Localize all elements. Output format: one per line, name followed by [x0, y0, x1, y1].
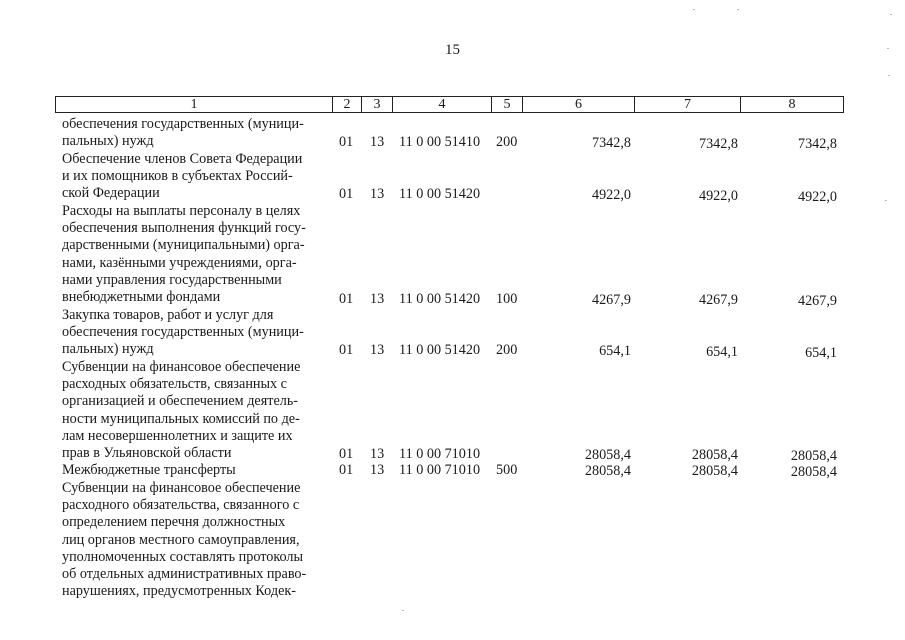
- subsection-code: 13: [370, 446, 385, 462]
- amount-col-7: 28058,4: [691, 463, 738, 479]
- amount-col-6: 28058,4: [584, 447, 631, 463]
- subsection-code: 13: [370, 186, 385, 202]
- scan-speck: [885, 200, 887, 201]
- amount-col-8: 28058,4: [790, 448, 837, 464]
- scan-speck: [888, 75, 890, 76]
- subsection-code: 13: [370, 342, 385, 358]
- amount-col-6: 4922,0: [591, 187, 631, 203]
- amount-col-7: 4267,9: [698, 292, 738, 308]
- header-cell-1: 1: [55, 96, 333, 113]
- row-description: Обеспечение членов Совета Федерации и их помощников в субъектах Россий- ской Федерации: [62, 151, 303, 202]
- amount-col-8: 7342,8: [797, 136, 837, 152]
- row-description: обеспечения государственных (муници- пальных) нужд: [62, 116, 304, 150]
- section-code: 01: [339, 291, 354, 307]
- amount-col-8: 4267,9: [797, 293, 837, 309]
- row-description: Расходы на выплаты персоналу в целях обеспечения выполнения функций госу- дарственными (муниципальными) орга- нами, казёнными учреждениями, орга- нами управления государственными внебюджетными фондами: [62, 203, 306, 306]
- amount-col-6: 28058,4: [584, 463, 631, 479]
- scan-speck: [737, 9, 739, 10]
- header-cell-2: 2: [332, 96, 362, 113]
- target-article-code: 11 0 00 51420: [399, 342, 481, 358]
- expense-type-code: 200: [496, 342, 518, 358]
- page-number: 15: [445, 42, 460, 58]
- expense-type-code: 200: [496, 134, 518, 150]
- amount-col-8: 654,1: [805, 345, 837, 361]
- target-article-code: 11 0 00 51420: [399, 291, 481, 307]
- amount-col-7: 4922,0: [698, 188, 738, 204]
- amount-col-6: 654,1: [599, 343, 631, 359]
- amount-col-6: 7342,8: [591, 135, 631, 151]
- target-article-code: 11 0 00 51410: [399, 134, 481, 150]
- header-cell-7: 7: [634, 96, 741, 113]
- header-cell-4: 4: [392, 96, 492, 113]
- row-description: Субвенции на финансовое обеспечение расходных обязательств, связанных с организацией и обеспечением деятель- ности муниципальных комиссий по де- лам несовершеннолетних и защите их прав в Ульяновской области: [62, 359, 301, 462]
- row-description: Субвенции на финансовое обеспечение расходного обязательства, связанного с определением перечня должностных лиц органов местного самоуправления, уполномоченных составлять протоколы об отдельных административных право- нарушениях, предусмотренных Кодек-: [62, 480, 307, 600]
- section-code: 01: [339, 462, 354, 478]
- subsection-code: 13: [370, 462, 385, 478]
- amount-col-8: 4922,0: [797, 189, 837, 205]
- row-description: Закупка товаров, работ и услуг для обеспечения государственных (муници- пальных) нужд: [62, 307, 304, 358]
- scan-speck: [887, 48, 889, 49]
- scan-speck: [693, 9, 695, 10]
- header-cell-8: 8: [740, 96, 844, 113]
- section-code: 01: [339, 342, 354, 358]
- target-article-code: 11 0 00 51420: [399, 186, 481, 202]
- subsection-code: 13: [370, 291, 385, 307]
- section-code: 01: [339, 134, 354, 150]
- scan-speck: [890, 14, 892, 15]
- amount-col-7: 28058,4: [691, 447, 738, 463]
- amount-col-6: 4267,9: [591, 292, 631, 308]
- amount-col-7: 7342,8: [698, 136, 738, 152]
- scan-speck: [402, 610, 404, 611]
- section-code: 01: [339, 186, 354, 202]
- target-article-code: 11 0 00 71010: [399, 446, 481, 462]
- header-cell-3: 3: [361, 96, 393, 113]
- header-cell-5: 5: [491, 96, 523, 113]
- expense-type-code: 100: [496, 291, 518, 307]
- row-description: Межбюджетные трансферты: [62, 462, 236, 478]
- subsection-code: 13: [370, 134, 385, 150]
- section-code: 01: [339, 446, 354, 462]
- amount-col-8: 28058,4: [790, 464, 837, 480]
- expense-type-code: 500: [496, 462, 518, 478]
- target-article-code: 11 0 00 71010: [399, 462, 481, 478]
- amount-col-7: 654,1: [706, 344, 738, 360]
- header-cell-6: 6: [522, 96, 635, 113]
